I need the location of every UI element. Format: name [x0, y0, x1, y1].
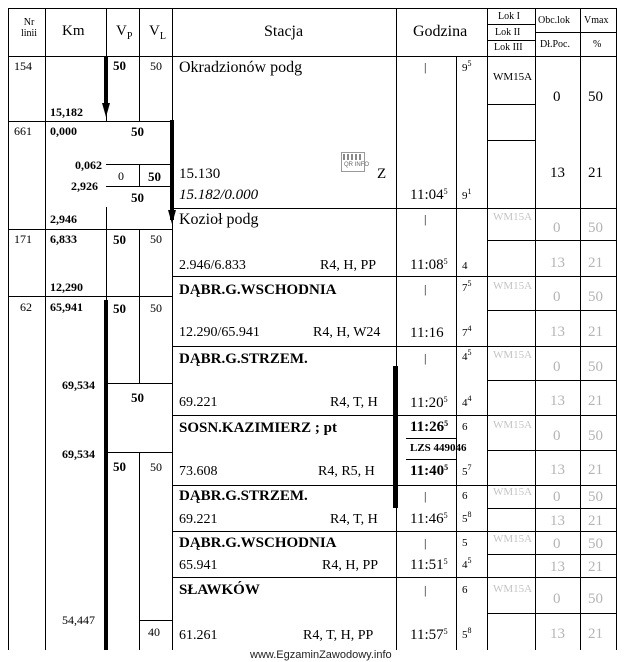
- obc-value: 0: [553, 359, 561, 375]
- speed-vl: 50: [150, 460, 162, 474]
- time-value: $11:57^5$: [410, 627, 448, 643]
- station-km: 65.941: [179, 558, 218, 573]
- time-pipe: |: [424, 282, 427, 296]
- signals: R4, H, PP: [322, 558, 379, 573]
- obc-value: 0: [553, 289, 561, 305]
- signals: R4, T, H: [330, 395, 378, 410]
- line-number: 154: [14, 59, 32, 73]
- station-name: Okradzionów podg: [179, 59, 303, 76]
- vmax-value: 21: [588, 559, 603, 575]
- loco-type: WM15A: [493, 349, 533, 361]
- loco-type: WM15A: [493, 486, 533, 498]
- speed-vl: 50: [148, 169, 161, 184]
- obc-value: 0: [553, 489, 561, 505]
- time-value: $11:51^5$: [410, 557, 448, 573]
- code-value: $4^5$: [462, 348, 472, 363]
- code-value: 5: [462, 537, 468, 549]
- vmax-value: 21: [588, 513, 603, 529]
- header-km: Km: [62, 23, 85, 39]
- time-pipe: |: [424, 351, 427, 365]
- header-lok-3: Lok III: [494, 42, 523, 53]
- vmax-value: 50: [588, 428, 603, 444]
- time-value: 11:16: [410, 325, 444, 341]
- code-value: $7^5$: [462, 279, 472, 294]
- km-value: 0,062: [75, 158, 102, 172]
- dl-value: 13: [550, 559, 565, 575]
- station-km: 69.221: [179, 395, 218, 410]
- signals: R4, T, H, PP: [303, 628, 374, 643]
- header-lok-2: Lok II: [495, 27, 521, 38]
- speed-vp: 50: [113, 232, 126, 247]
- km-value: 6,833: [50, 232, 77, 246]
- station-name: SŁAWKÓW: [179, 582, 260, 598]
- signals: R4, H, PP: [320, 258, 377, 273]
- speed-vl: 40: [148, 625, 160, 639]
- code-value: $7^4$: [462, 324, 472, 339]
- signals: R4, R5, H: [318, 464, 375, 479]
- time-pipe: |: [424, 536, 427, 550]
- station-km: 15.130: [179, 166, 221, 182]
- station-km: 15.182/0.000: [179, 187, 259, 203]
- dl-value: 13: [550, 324, 565, 340]
- km-value: 65,941: [50, 300, 83, 314]
- header-vp: $V_P$: [116, 23, 133, 42]
- station-km: 2.946/6.833: [179, 258, 246, 273]
- vmax-value: 21: [588, 626, 603, 642]
- time-value: $11:20^5$: [410, 395, 448, 411]
- time-pipe: |: [424, 489, 427, 503]
- code-value: 6: [462, 490, 468, 502]
- vmax-value: 21: [588, 462, 603, 478]
- loco-type: WM15A: [493, 280, 533, 292]
- dl-value: 13: [550, 462, 565, 478]
- time-pipe: |: [424, 583, 427, 597]
- time-pipe: |: [424, 212, 427, 226]
- vmax-value: 50: [588, 89, 603, 105]
- station-name: SOSN.KAZIMIERZ ; pt: [179, 420, 337, 436]
- station-name: DĄBR.G.STRZEM.: [179, 351, 308, 367]
- signal-code: Z: [377, 166, 387, 182]
- header-stacja: Stacja: [264, 23, 304, 40]
- vmax-value: 21: [588, 393, 603, 409]
- dl-value: 13: [550, 626, 565, 642]
- obc-value: 0: [553, 220, 561, 236]
- km-value: 15,182: [50, 105, 83, 119]
- header-lok-1: Lok I: [498, 11, 520, 22]
- station-name: DĄBR.G.WSCHODNIA: [179, 535, 337, 551]
- dl-value: 13: [550, 255, 565, 271]
- loco-type: WM15A: [493, 71, 533, 83]
- line-number: 661: [14, 124, 32, 138]
- time-value: $11:46^5$: [410, 511, 448, 527]
- dl-value: 13: [550, 165, 565, 181]
- vmax-value: 50: [588, 591, 603, 607]
- station-km: 61.261: [179, 628, 218, 643]
- speed-vl: 50: [150, 301, 162, 315]
- header-vl: $V_L$: [149, 23, 166, 42]
- header-obc-lok: Obc.lok: [538, 15, 570, 26]
- code-value: $5^8$: [462, 510, 472, 525]
- speed-v: 50: [131, 390, 144, 405]
- header-nr-linii: Nr linii: [20, 17, 38, 39]
- speed-vp: 50: [113, 459, 126, 474]
- loco-type: WM15A: [493, 211, 533, 223]
- speed-vl: 50: [150, 59, 162, 73]
- code-value: $4^4$: [462, 394, 472, 409]
- km-value: 12,290: [50, 280, 83, 294]
- vmax-value: 50: [588, 359, 603, 375]
- dl-value: 13: [550, 393, 565, 409]
- vmax-value: 21: [588, 165, 603, 181]
- code-value: $9^1$: [462, 187, 472, 202]
- obc-value: 0: [553, 428, 561, 444]
- obc-value: 0: [553, 591, 561, 607]
- km-value: 69,534: [62, 447, 95, 461]
- code-value: $9^5$: [462, 59, 472, 74]
- km-value: 2,926: [71, 179, 98, 193]
- vmax-value: 50: [588, 489, 603, 505]
- station-name: DĄBR.G.WSCHODNIA: [179, 282, 337, 298]
- code-value: $5^8$: [462, 626, 472, 641]
- speed-vp: 50: [113, 301, 126, 316]
- km-value: 0,000: [50, 124, 77, 138]
- line-number: 171: [14, 232, 32, 246]
- speed-vp: 50: [113, 58, 126, 73]
- station-km: 12.290/65.941: [179, 325, 260, 340]
- station-name: DĄBR.G.STRZEM.: [179, 488, 308, 504]
- km-value: 54,447: [62, 613, 95, 627]
- time-pipe: |: [424, 60, 427, 74]
- obc-value: 0: [553, 89, 561, 105]
- station-name: Kozioł podg: [179, 211, 259, 228]
- header-vmax: Vmax: [584, 15, 609, 26]
- loco-type: WM15A: [493, 533, 533, 545]
- dl-value: 13: [550, 513, 565, 529]
- qr-code: QR INFO: [341, 152, 365, 172]
- speed-vp: 0: [118, 169, 124, 183]
- time-value: $11:40^5$: [410, 463, 449, 479]
- code-value: 6: [462, 421, 468, 433]
- code-value: $4^5$: [462, 556, 472, 571]
- time-value: $11:04^5$: [410, 187, 448, 203]
- vmax-value: 50: [588, 220, 603, 236]
- arrow-down-icon: [100, 103, 112, 121]
- lzs-label: LZS 449046: [410, 442, 467, 454]
- header-dl-poc: Dł.Poc.: [540, 39, 570, 50]
- signals: R4, T, H: [330, 512, 378, 527]
- time-value: $11:26^5$: [410, 419, 449, 435]
- loco-type: WM15A: [493, 583, 533, 595]
- vmax-value: 50: [588, 536, 603, 552]
- code-value: 6: [462, 584, 468, 596]
- arrow-down-icon: [166, 210, 178, 228]
- line-number: 62: [20, 300, 32, 314]
- speed-v: 50: [131, 124, 144, 139]
- speed-vl: 50: [150, 232, 162, 246]
- signals: R4, H, W24: [313, 325, 381, 340]
- header-godzina: Godzina: [413, 23, 468, 40]
- loco-type: WM15A: [493, 419, 533, 431]
- speed-v: 50: [131, 190, 144, 205]
- code-value: 4: [462, 260, 468, 272]
- km-value: 69,534: [62, 378, 95, 392]
- station-km: 69.221: [179, 512, 218, 527]
- time-value: $11:08^5$: [410, 257, 448, 273]
- vmax-value: 21: [588, 324, 603, 340]
- footer-watermark: www.EgzaminZawodowy.info: [250, 649, 392, 661]
- station-km: 73.608: [179, 464, 218, 479]
- km-value: 2,946: [50, 212, 77, 226]
- obc-value: 0: [553, 536, 561, 552]
- header-pct: %: [593, 39, 602, 50]
- vmax-value: 21: [588, 255, 603, 271]
- code-value: $5^7$: [462, 463, 472, 478]
- vmax-value: 50: [588, 289, 603, 305]
